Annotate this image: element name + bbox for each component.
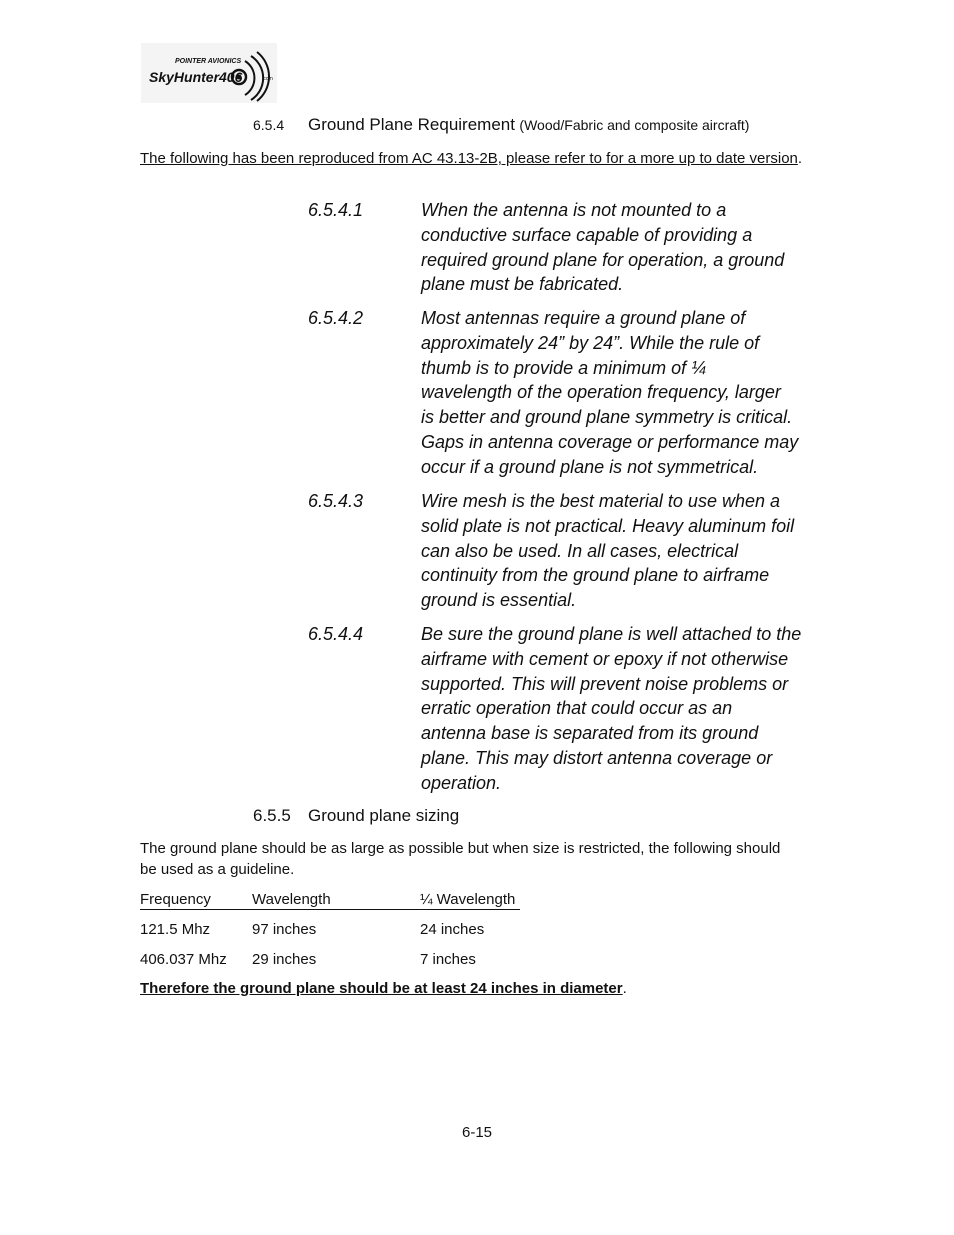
table-row <box>140 951 540 971</box>
item-line: required ground plane for operation, a ground <box>421 249 785 270</box>
table-cell: 121.5 Mhz <box>140 921 211 938</box>
item-line: ground is essential. <box>421 590 577 611</box>
table-row <box>140 921 540 941</box>
table-cell: 24 inches <box>420 921 485 938</box>
item-number: 6.5.4.4 <box>308 624 364 644</box>
sizing-paragraph <box>140 838 780 880</box>
item-number: 6.5.4.2 <box>308 308 364 328</box>
page-number: 6-15 <box>461 1124 493 1141</box>
table-cell: 29 inches <box>252 951 317 968</box>
section-title: Ground plane sizing <box>308 806 460 825</box>
section-subtitle: (Wood/Fabric and composite aircraft) <box>519 117 750 133</box>
item-line: thumb is to provide a minimum of ¼ <box>421 357 707 378</box>
item-line: Gaps in antenna coverage or performance may <box>421 431 799 452</box>
item-line: can also be used. In all cases, electrical <box>421 540 739 561</box>
item-line: Wire mesh is the best material to use when a <box>421 491 780 511</box>
intro-period: . <box>797 150 803 167</box>
item-text <box>421 306 826 480</box>
table-header-cell: ¼ Wavelength <box>420 891 516 908</box>
item-line: erratic operation that could occur as an <box>421 698 733 719</box>
item-line: conductive surface capable of providing a <box>421 224 753 245</box>
item-line: occur if a ground plane is not symmetrical. <box>421 456 759 477</box>
table-header-cell: Frequency <box>140 891 211 908</box>
item-line: airframe with cement or epoxy if not otherwise <box>421 648 789 669</box>
item-line: approximately 24” by 24”. While the rule of <box>421 332 760 353</box>
intro-paragraph <box>140 148 820 169</box>
item-line: continuity from the ground plane to airframe <box>421 565 770 586</box>
item-line: plane must be fabricated. <box>421 274 624 295</box>
logo-brand-text: SkyHunter406 <box>149 69 243 85</box>
header-underline <box>140 909 520 910</box>
section-number: 6.5.5 <box>253 806 291 825</box>
item-line: antenna base is separated from its ground <box>421 723 759 744</box>
item-line: wavelength of the operation frequency, larger <box>421 382 781 403</box>
item-line: When the antenna is not mounted to a <box>421 200 727 220</box>
conclusion <box>140 980 627 997</box>
skyhunter-logo <box>141 43 277 103</box>
item-text <box>421 489 826 613</box>
table-cell: 7 inches <box>420 951 476 968</box>
conclusion-period: . <box>622 980 627 997</box>
intro-text: The following has been reproduced from AC 43.13-2B, please refer to for a more up to date version <box>140 150 798 167</box>
paragraph-line: be used as a guideline. <box>140 861 295 878</box>
logo-top-text: POINTER AVIONICS <box>175 58 242 65</box>
item-line: operation. <box>421 772 502 793</box>
logo-suffix-text: .com <box>262 76 273 82</box>
item-text <box>421 622 826 796</box>
table-cell: 97 inches <box>252 921 317 938</box>
item-line: is better and ground plane symmetry is critical. <box>421 407 793 428</box>
item-line: solid plate is not practical. Heavy aluminum foil <box>421 515 795 536</box>
item-text <box>421 198 826 297</box>
section-title: Ground Plane Requirement <box>308 115 515 134</box>
item-line: Most antennas require a ground plane of <box>421 308 746 328</box>
conclusion-text: Therefore the ground plane should be at least 24 inches in diameter <box>140 980 623 997</box>
item-line: plane. This may distort antenna coverage or <box>421 747 773 768</box>
item-number: 6.5.4.1 <box>308 200 364 220</box>
item-line: Be sure the ground plane is well attached to the <box>421 624 802 644</box>
table-header-cell: Wavelength <box>252 891 331 908</box>
section-number: 6.5.4 <box>253 117 285 133</box>
table-header-row <box>140 891 540 911</box>
paragraph-line: The ground plane should be as large as possible but when size is restricted, the following should <box>140 840 781 857</box>
item-line: supported. This will prevent noise problems or <box>421 673 789 694</box>
table-cell: 406.037 Mhz <box>140 951 227 968</box>
section-heading <box>308 115 749 135</box>
item-number: 6.5.4.3 <box>308 491 364 511</box>
